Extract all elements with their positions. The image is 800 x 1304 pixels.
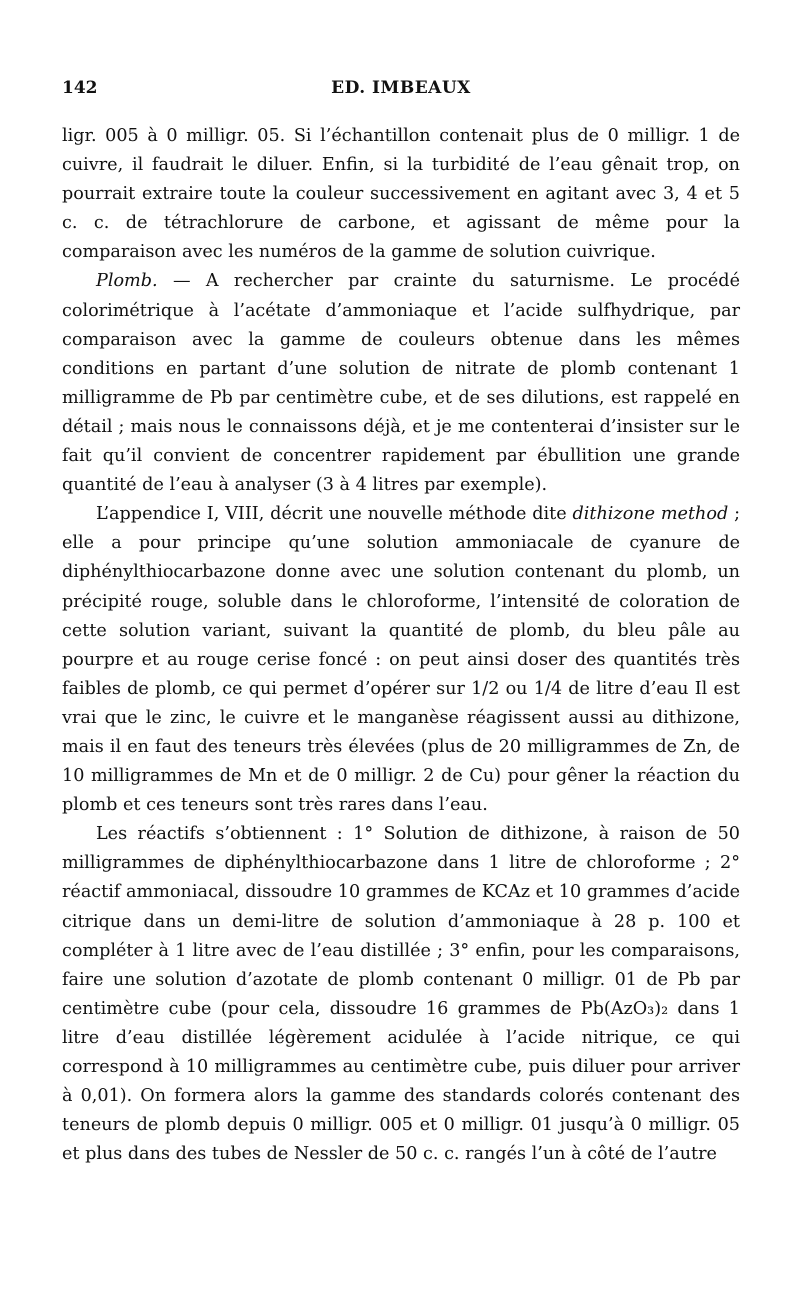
page-number: 142 (62, 78, 98, 98)
paragraph-text: ligr. 005 à 0 milligr. 05. Si l’échantillon contenait plus de 0 milligr. 1 de cuivre, il faudrait le diluer. Enfin, si la turbidité de l’eau gênait trop, on pourrait extraire toute la couleur successivement en agitant avec 3, 4 et 5 c. c. de tétrachlorure de carbone, et agissant de même pour la comparaison avec les numéros de la gamme de solution cuivrique. (62, 126, 740, 263)
paragraph-text: — A rechercher par crainte du saturnisme. Le procédé colorimétrique à l’acétate d’ammoniaque et l’acide sulfhydrique, par comparaison avec la gamme de couleurs obtenue dans les mêmes conditions en partant d’une solution de nitrate de plomb contenant 1 milligramme de Pb par centimètre cube, et de ses dilutions, est rappelé en détail ; mais nous le connaissons déjà, et je me contenterai d’insister sur le fait qu’il convient de concentrer rapidement par ébullition une grande quantité de l’eau à analyser (3 à 4 litres par exemple). (62, 271, 740, 496)
italic-term: dithizone method (572, 504, 729, 525)
paragraph-text-before: L’appendice I, VIII, décrit une nouvelle méthode dite (96, 504, 573, 525)
paragraph-text-after: ; elle a pour principe qu’une solution ammoniacale de cyanure de diphénylthiocarbazone donne avec une solution contenant du plomb, un précipité rouge, soluble dans le chloroforme, l’intensité de coloration de cette solution variant, suivant la quantité de plomb, du bleu pâle au pourpre et au rouge cerise foncé : on peut ainsi doser des quantités très faibles de plomb, ce qui permet d’opérer sur 1/2 ou 1/4 de litre d’eau Il est vrai que le zinc, le cuivre et le manganèse réagissent aussi au dithizone, mais il en faut des teneurs très élevées (plus de 20 milligrammes de Zn, de 10 milligrammes de Mn et de 0 milligr. 2 de Cu) pour gêner la réaction du plomb et ces teneurs sont très rares dans l’eau. (62, 504, 741, 816)
book-page (62, 78, 740, 1169)
paragraph-appendice (62, 500, 740, 820)
running-title: ED. IMBEAUX (331, 78, 471, 98)
running-head (62, 78, 740, 108)
paragraph-continued (62, 122, 740, 267)
paragraph-plomb (62, 267, 740, 500)
paragraph-reactifs (62, 820, 740, 1169)
body-text (62, 122, 740, 1169)
section-heading-plomb: Plomb. (96, 271, 158, 292)
paragraph-text: Les réactifs s’obtiennent : 1° Solution de dithizone, à raison de 50 milligrammes de diphénylthiocarbazone dans 1 litre de chloroforme ; 2° réactif ammoniacal, dissoudre 10 grammes de KCAz et 10 grammes d’acide citrique dans un demi-litre de solution d’ammoniaque à 28 p. 100 et compléter à 1 litre avec de l’eau distillée ; 3° enfin, pour les comparaisons, faire une solution d’azotate de plomb contenant 0 milligr. 01 de Pb par centimètre cube (pour cela, dissoudre 16 grammes de Pb(AzO₃)₂ dans 1 litre d’eau distillée légèrement acidulée à l’acide nitrique, ce qui correspond à 10 milligrammes au centimètre cube, puis diluer pour arriver à 0,01). On formera alors la gamme des standards colorés contenant des teneurs de plomb depuis 0 milligr. 005 et 0 milligr. 01 jusqu’à 0 milligr. 05 et plus dans des tubes de Nessler de 50 c. c. rangés l’un à côté de l’autre (62, 824, 740, 1165)
